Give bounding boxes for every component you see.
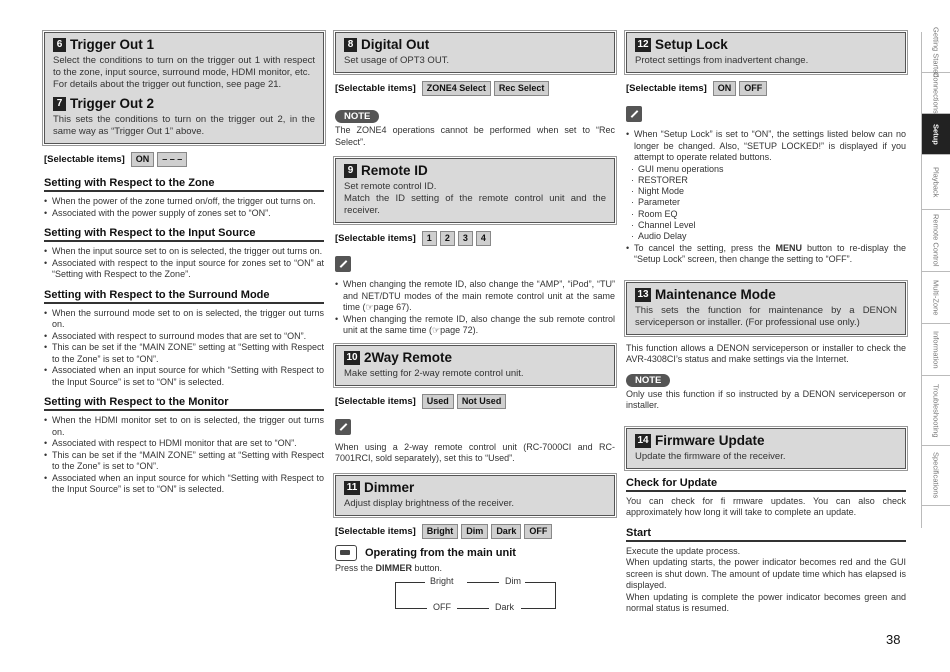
chip-bright: Bright bbox=[422, 524, 459, 539]
digital-out-desc: Set usage of OPT3 OUT. bbox=[344, 55, 450, 66]
trigger-selectable-items: [Selectable items] ON – – – bbox=[44, 152, 324, 167]
digital-out-box bbox=[335, 32, 615, 73]
dimmer-desc: Adjust display brightness of the receiver. bbox=[344, 497, 515, 509]
remote-id-desc2: Match the ID setting of the remote control unit and the receiver. bbox=[344, 193, 606, 216]
lock-note-1: • When “Setup Lock” is set to “ON”, the settings listed below can no longer be changed. Also, “SETUP LOCKED!” is displayed if you attempt to operate related buttons. bbox=[626, 129, 906, 164]
cycle-dark: Dark bbox=[495, 602, 515, 612]
lock-note-2: • To cancel the setting, press the MENU button to re-display the “Setup Lock” screen, then change the setting to “OFF”. bbox=[626, 243, 906, 266]
arrow-dark-off bbox=[457, 608, 489, 609]
column-3 bbox=[626, 32, 906, 615]
chip-not-used: Not Used bbox=[457, 394, 507, 409]
maintenance-text: This function allows a DENON serviceperson or installer to check the AVR-4308CI’s status and make settings via the Internet. bbox=[626, 342, 906, 365]
sidebar-tab-playback[interactable]: Playback bbox=[922, 155, 950, 210]
arrow-bright-dim bbox=[467, 582, 499, 583]
chip-on: ON bbox=[131, 152, 155, 167]
chip-lock-off: OFF bbox=[739, 81, 767, 96]
sidebar-tab-specifications[interactable]: Specifications bbox=[922, 446, 950, 506]
remote-id-desc: Set remote control ID. bbox=[344, 181, 437, 192]
sidebar-tab-setup[interactable]: Setup bbox=[922, 114, 950, 155]
input-list: • When the input source set to on is selected, the trigger out turns on. • Associated with respect to the input source for zones set to “ON” at “Setting with Respect to the Zone”. bbox=[44, 246, 324, 281]
twoway-selectable-items: [Selectable items] Used Not Used bbox=[335, 394, 615, 409]
surround-heading: Setting with Respect to the Surround Mode bbox=[44, 289, 324, 304]
twoway-note: When using a 2-way remote control unit (RC-7000CI and RC-7001RCI, sold separately), set this to “Used”. bbox=[335, 441, 615, 463]
dimmer-cycle-diagram bbox=[335, 576, 565, 622]
loop-left-top bbox=[395, 582, 425, 583]
digital-note: The ZONE4 operations cannot be performed when set to “Rec Select”. bbox=[335, 125, 615, 147]
chip-dim: Dim bbox=[461, 524, 488, 539]
two-way-remote-box bbox=[335, 345, 615, 386]
loop-right-top bbox=[525, 582, 555, 583]
section-sidebar bbox=[921, 26, 950, 528]
dimmer-box bbox=[335, 475, 615, 516]
column-2 bbox=[335, 32, 615, 622]
chip-off: OFF bbox=[524, 524, 552, 539]
remote-id-title: 9 Remote ID bbox=[344, 162, 606, 180]
pencil-note-icon bbox=[626, 106, 642, 122]
sidebar-tab-information[interactable]: Information bbox=[922, 324, 950, 376]
sidebar-tab-troubleshooting[interactable]: Troubleshooting bbox=[922, 376, 950, 446]
firmware-update-box bbox=[626, 428, 906, 469]
remote-selectable-items: [Selectable items] 1 2 3 4 bbox=[335, 231, 615, 246]
note-badge: NOTE bbox=[335, 110, 379, 123]
trigger-out-1-desc2: For details about the trigger out function, see page 21. bbox=[53, 79, 282, 90]
remote-id-box bbox=[335, 158, 615, 223]
chip-id-3: 3 bbox=[458, 231, 473, 246]
loop-right-vertical bbox=[555, 582, 556, 609]
chip-id-1: 1 bbox=[422, 231, 437, 246]
chip-id-4: 4 bbox=[476, 231, 491, 246]
lock-selectable-items: [Selectable items] ON OFF bbox=[626, 81, 906, 96]
dimmer-title: 11 Dimmer bbox=[344, 479, 606, 497]
chip-dashes: – – – bbox=[157, 152, 187, 167]
setup-lock-title: 12 Setup Lock bbox=[635, 36, 897, 54]
trigger-out-1-desc: Select the conditions to turn on the trigger out 1 with respect to the zone, input source, surround mode, HDMI monitor, etc. bbox=[53, 55, 315, 78]
loop-left-bottom bbox=[395, 608, 427, 609]
remote-notes: • When changing the remote ID, also change the “AMP”, “iPod”, “TU” and NET/DTU modes of the main remote control unit at the same time (☞page 67). • When changing the remote ID, also change the sub remote control unit at the same time (☞page 72). bbox=[335, 279, 615, 337]
setup-lock-box bbox=[626, 32, 906, 73]
chip-rec-select: Rec Select bbox=[494, 81, 550, 96]
pencil-note-icon bbox=[335, 256, 351, 272]
chip-id-2: 2 bbox=[440, 231, 455, 246]
zone-heading: Setting with Respect to the Zone bbox=[44, 177, 324, 192]
main-unit-icon bbox=[335, 545, 357, 561]
chip-zone4-select: ZONE4 Select bbox=[422, 81, 491, 96]
maintenance-note: Only use this function if so instructed by a DENON serviceperson or installer. bbox=[626, 388, 906, 411]
digital-out-title: 8 Digital Out bbox=[344, 36, 606, 54]
chip-dark: Dark bbox=[491, 524, 521, 539]
monitor-list: • When the HDMI monitor set to on is selected, the trigger out turns on. • Associated with respect to HDMI monitor that are set to “ON”. • This can be set if the “MAIN ZONE” setting at “Setting with Respect to the Zone” is set to “ON”. • Associated when an input source for which “Setting with Respect to the Input Source” is set to “ON” is selected. bbox=[44, 415, 324, 496]
cycle-off: OFF bbox=[433, 602, 451, 612]
check-update-text: You can check for fi rmware updates. You can also check approximately how long it will take to complete an update. bbox=[626, 495, 906, 518]
loop-left-vertical bbox=[395, 582, 396, 609]
maintenance-mode-title: 13 Maintenance Mode bbox=[635, 286, 897, 304]
trigger-out-2-desc: This sets the conditions to turn on the trigger out 2, in the same way as “Trigger Out 1” above. bbox=[53, 114, 315, 137]
trigger-out-box bbox=[44, 32, 324, 144]
zone-list: • When the power of the zone turned on/off, the trigger out turns on. • Associated with the power supply of zones set to “ON”. bbox=[44, 196, 324, 219]
locked-settings-list: · GUI menu operations · RESTORER · Night Mode · Parameter · Room EQ · Channel Level · Audio Delay bbox=[626, 164, 906, 243]
digital-selectable-items: [Selectable items] ZONE4 Select Rec Select bbox=[335, 81, 615, 96]
page-number: 38 bbox=[886, 632, 901, 647]
maintenance-mode-desc: This sets the function for maintenance by a DENON serviceperson or installer. (For professional use only.) bbox=[635, 304, 897, 328]
press-dimmer-text: Press the DIMMER button. bbox=[335, 562, 443, 573]
sidebar-tab-connections[interactable]: Connections bbox=[922, 73, 950, 114]
sidebar-tab-multi-zone[interactable]: Multi-Zone bbox=[922, 272, 950, 324]
cycle-bright: Bright bbox=[430, 576, 454, 586]
monitor-heading: Setting with Respect to the Monitor bbox=[44, 396, 324, 411]
two-way-remote-desc: Make setting for 2-way remote control unit. bbox=[344, 367, 524, 379]
surround-list: • When the surround mode set to on is selected, the trigger out turns on. • Associated with respect to surround modes that are set to “ON”. • This can be set if the “MAIN ZONE” setting at “Setting with Respect to the Zone” is set to “ON”. • Associated when an input source for which “Setting with Respect to the Input Source” is set to “ON” is selected. bbox=[44, 308, 324, 389]
chip-lock-on: ON bbox=[713, 81, 737, 96]
maintenance-mode-box bbox=[626, 282, 906, 335]
input-heading: Setting with Respect to the Input Source bbox=[44, 227, 324, 242]
sidebar-tab-remote-control[interactable]: Remote Control bbox=[922, 210, 950, 272]
start-heading: Start bbox=[626, 527, 906, 542]
chip-used: Used bbox=[422, 394, 454, 409]
loop-right-bottom bbox=[521, 608, 555, 609]
column-1 bbox=[44, 32, 324, 496]
cycle-dim: Dim bbox=[505, 576, 521, 586]
operating-heading: Operating from the main unit bbox=[335, 545, 615, 561]
note-badge: NOTE bbox=[626, 374, 670, 387]
dimmer-selectable-items: [Selectable items] Bright Dim Dark OFF bbox=[335, 524, 615, 539]
two-way-remote-title: 10 2Way Remote bbox=[344, 349, 606, 367]
pencil-note-icon bbox=[335, 419, 351, 435]
setup-lock-desc: Protect settings from inadvertent change. bbox=[635, 55, 809, 66]
trigger-out-1-title: 6 Trigger Out 1 bbox=[53, 36, 315, 54]
firmware-update-title: 14 Firmware Update bbox=[635, 432, 897, 450]
start-text: Execute the update process. When updating starts, the power indicator becomes red and the GUI screen is shut down. The amount of update time which has elapsed is displayed. When updating is complete the power indicator becomes green and normal status is resumed. bbox=[626, 545, 906, 614]
sidebar-tab-getting-started[interactable]: Getting Started bbox=[922, 32, 950, 73]
trigger-out-2-title: 7 Trigger Out 2 bbox=[53, 95, 315, 113]
firmware-update-desc: Update the firmware of the receiver. bbox=[635, 450, 786, 462]
check-update-heading: Check for Update bbox=[626, 477, 906, 492]
